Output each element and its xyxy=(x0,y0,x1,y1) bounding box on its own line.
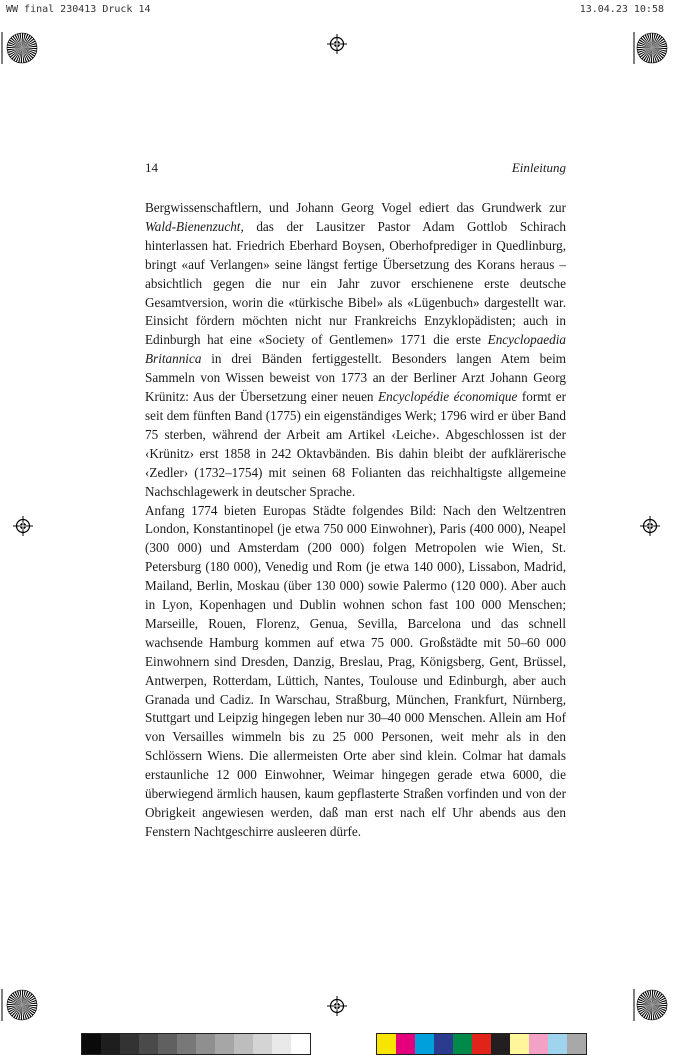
color-patch xyxy=(177,1034,196,1054)
registration-crosshair-icon xyxy=(327,996,347,1016)
color-patch xyxy=(272,1034,291,1054)
color-patch xyxy=(82,1034,101,1054)
color-patch xyxy=(158,1034,177,1054)
color-patch xyxy=(491,1034,510,1054)
color-patch xyxy=(415,1034,434,1054)
text-run: Anfang 1774 bieten Europas Städte folgendes Bild: Nach den Weltzentren London, Konstantinopel (je etwa 750 000 Einwohner), Paris (400 000), Neapel (300 000) und Amsterdam (200 000) folgen Metropolen wie Wien, St. Petersburg (180 000), Venedig und Rom (je etwa 140 000), Lissabon, Madrid, Mailand, Berlin, Moskau (über 130 000) sowie Palermo (120 000). Aber auch in Lyon, Kopenhagen und Dublin wohnen schon fast 100 000 Menschen; Marseille, Rouen, Florenz, Genua, Sevilla, Barcelona und das schnell wachsende Hamburg kommen auf etwa 75 000. Großstädte mit 50–60 000 Einwohnern sind Dresden, Danzig, Breslau, Prag, Königsberg, Gent, Brüssel, Antwerpen, Rotterdam, Lüttich, Nantes, Toulouse und Edinburgh, aber auch Granada und Cadiz. In Warschau, Straßburg, München, Frankfurt, Nürnberg, Stuttgart und Leipzig hingegen leben nur 30–40 000 Menschen. Allein am Hof von Versailles wimmeln bis zu 25 000 Personen, weit mehr als in den Schlössern Wiens. Die allermeisten Orte aber sind klein. Colmar hat damals erstaunliche 12 000 Einwohner, Weimar hingegen gerade etwa 6000, die überwiegend ärmlich hausen, kaum gepflasterte Straßen vorfinden und von der Obrigkeit angewiesen werden, daß man erst nach elf Uhr abends aus den Fenstern Nachtgeschirre ausleeren dürfe. xyxy=(145,502,566,839)
color-patch xyxy=(253,1034,272,1054)
paragraph xyxy=(145,502,566,842)
body-text xyxy=(145,199,566,842)
registration-starburst-icon xyxy=(0,28,40,68)
print-slug-right: 13.04.23 10:58 xyxy=(579,4,664,15)
color-control-strip xyxy=(376,1033,587,1055)
grayscale-control-strip xyxy=(81,1033,311,1055)
print-slug-left: WW final 230413 Druck 14 xyxy=(6,4,151,15)
italic-title: Encyclopaedia Britannica xyxy=(145,332,566,367)
color-patch xyxy=(434,1034,453,1054)
running-head: Einleitung xyxy=(511,160,566,175)
text-run: formt er seit dem fünften Band (1775) ein eigenständiges Werk; 1796 wird er über Band 75 sterben, während der Arbeit am Artikel ‹Leiche›. Abgeschlossen ist der ‹Krünitz› erst 1858 in 242 Oktavbänden. Bis dahin bleibt der aufklärerische ‹Zedler› (1732–1754) mit seinen 68 Folianten das reichhaltigste allgemeine Nachschlagewerk in deutscher Sprache. xyxy=(145,389,567,499)
color-patch xyxy=(234,1034,253,1054)
registration-crosshair-icon xyxy=(640,516,660,536)
italic-title: Encyclopédie économique xyxy=(378,389,518,405)
color-patch xyxy=(510,1034,529,1054)
color-patch xyxy=(139,1034,158,1054)
color-patch xyxy=(377,1034,396,1054)
registration-crosshair-icon xyxy=(327,34,347,54)
color-patch xyxy=(396,1034,415,1054)
color-patch xyxy=(472,1034,491,1054)
color-patch xyxy=(120,1034,139,1054)
italic-title: Wald-Bienenzucht, xyxy=(145,218,244,234)
color-patch xyxy=(101,1034,120,1054)
page-number: 14 xyxy=(145,160,158,175)
text-run: das der Lausitzer Pastor Adam Gottlob Schirach hinterlassen hat. Friedrich Eberhard Boysen, Oberhofprediger in Quedlinburg, bringt «auf Verlangen» seine längst fertige Übersetzung des Korans heraus – absichtlich gegen die nur ein Jahr zuvor erschienene erste deutsche Gesamtversion, worin die «türkische Bibel» als «Lügenbuch» dargestellt war. Einsicht fördern möchten nicht nur Frankreichs Enzyklopädisten; auch in Edinburgh hat eine «Society of Gentlemen» 1771 die erste xyxy=(145,218,566,348)
paragraph xyxy=(145,199,566,502)
text-run: in drei Bänden fertiggestellt. Besonders langen Atem beim Sammeln von Wissen beweist von 1773 an der Berliner Arzt Johann Georg Krünitz: Aus der Übersetzung einer neuen xyxy=(145,351,566,405)
color-patch xyxy=(453,1034,472,1054)
color-patch xyxy=(548,1034,567,1054)
registration-starburst-icon xyxy=(632,985,672,1025)
registration-starburst-icon xyxy=(632,28,672,68)
color-patch xyxy=(529,1034,548,1054)
color-patch xyxy=(215,1034,234,1054)
color-patch xyxy=(567,1034,586,1054)
color-patch xyxy=(196,1034,215,1054)
color-patch xyxy=(291,1034,310,1054)
registration-crosshair-icon xyxy=(13,516,33,536)
registration-starburst-icon xyxy=(0,985,40,1025)
text-run: Bergwissenschaftlern, und Johann Georg Vogel ediert das Grundwerk zur xyxy=(145,200,566,215)
